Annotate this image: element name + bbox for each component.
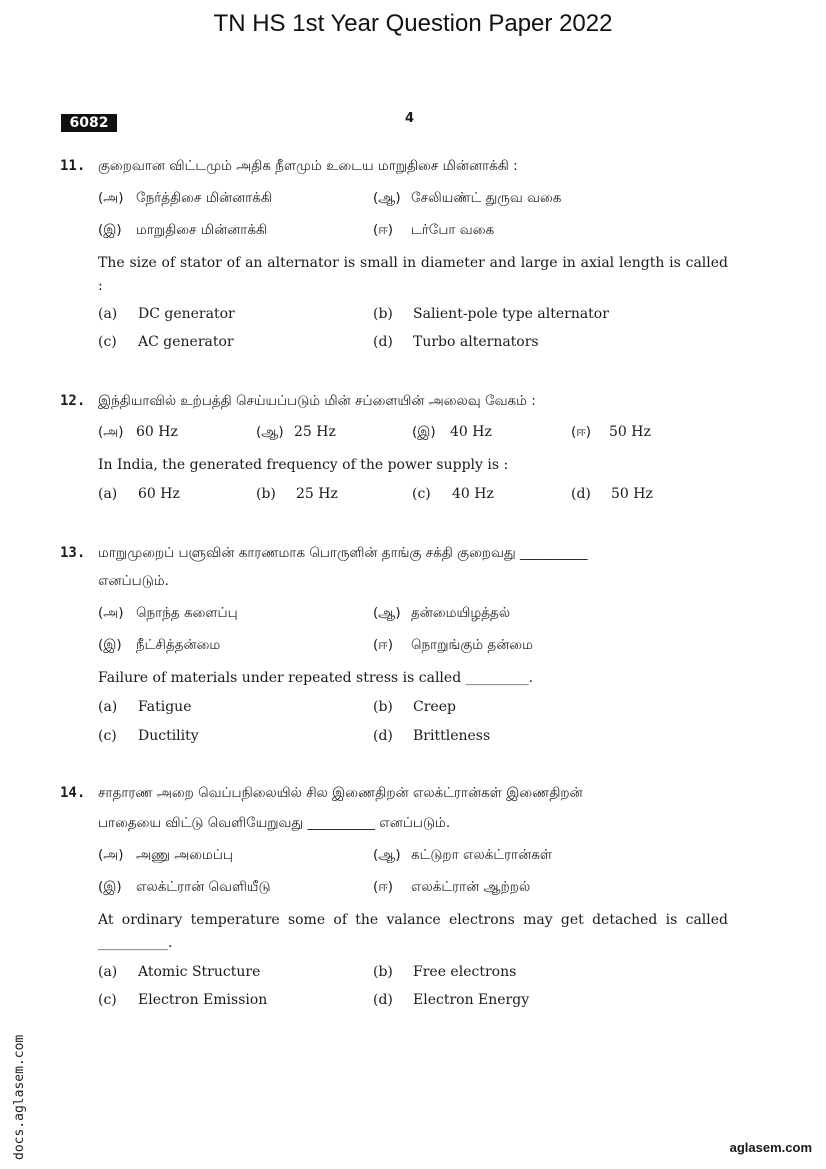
question-text-tamil: குறைவான விட்டமும் அதிக நீளமும் உடைய மாறுதிசை மின்னாக்கி : <box>98 158 518 174</box>
page-number: 4 <box>405 111 415 126</box>
footer-watermark: aglasem.com <box>729 1140 812 1155</box>
question-text-english: The size of stator of an alternator is small in diameter and large in axial length is called : <box>98 255 728 294</box>
question-number: 12. <box>60 393 86 409</box>
question-text-tamil: இந்தியாவில் உற்பத்தி செய்யப்படும் மின் சப்ளையின் அலைவு வேகம் : <box>98 393 536 409</box>
question-text-tamil: பாதையை விட்டு வெளியேறுவது __________ எனப்படும். <box>98 815 451 831</box>
option-tamil: (ஈ) 50 Hz <box>571 424 651 440</box>
option-english: (a) 60 Hz <box>98 486 180 502</box>
option-tamil: (இ) மாறுதிசை மின்னாக்கி <box>98 222 268 238</box>
option-tamil: (ஆ) தன்மையிழத்தல் <box>373 605 511 621</box>
option-english: (b) Creep <box>373 699 456 715</box>
option-english: (d) Electron Energy <box>373 992 530 1008</box>
option-english: (d) Brittleness <box>373 728 491 744</box>
question-text-tamil: சாதாரண அறை வெப்பநிலையில் சில இணைதிறன் எலக்ட்ரான்கள் இணைதிறன் <box>98 785 583 801</box>
option-english: (b) 25 Hz <box>256 486 338 502</box>
option-tamil: (இ) நீட்சித்தன்மை <box>98 637 221 653</box>
option-english: (d) Turbo alternators <box>373 334 539 350</box>
question-number: 14. <box>60 785 86 801</box>
option-tamil: (இ) எலக்ட்ரான் வெளியீடு <box>98 879 271 895</box>
option-tamil: (ஈ) நொறுங்கும் தன்மை <box>373 637 533 653</box>
question-text-english: Failure of materials under repeated stress is called _________. <box>98 670 534 686</box>
question-text-english: At ordinary temperature some of the valance electrons may get detached is called __________. <box>98 912 728 951</box>
option-tamil: (இ) 40 Hz <box>412 424 492 440</box>
option-english: (a) Atomic Structure <box>98 964 261 980</box>
option-tamil: (அ) அணு அமைப்பு <box>98 847 233 863</box>
option-english: (c) AC generator <box>98 334 234 350</box>
option-tamil: (ஆ) 25 Hz <box>256 424 336 440</box>
paper-code-badge: 6082 <box>61 114 117 132</box>
option-tamil: (ஈ) டர்போ வகை <box>373 222 495 238</box>
option-english: (a) Fatigue <box>98 699 192 715</box>
option-tamil: (அ) நேர்த்திசை மின்னாக்கி <box>98 190 272 206</box>
option-tamil: (அ) நொந்த களைப்பு <box>98 605 238 621</box>
option-english: (c) Electron Emission <box>98 992 268 1008</box>
option-english: (c) Ductility <box>98 728 199 744</box>
option-english: (d) 50 Hz <box>571 486 653 502</box>
option-tamil: (ஈ) எலக்ட்ரான் ஆற்றல் <box>373 879 531 895</box>
option-english: (c) 40 Hz <box>412 486 494 502</box>
option-tamil: (அ) 60 Hz <box>98 424 178 440</box>
option-tamil: (ஆ) சேலியண்ட் துருவ வகை <box>373 190 562 206</box>
question-text-tamil: மாறுமுறைப் பளுவின் காரணமாக பொருளின் தாங்கு சக்தி குறைவது __________ <box>98 545 588 561</box>
question-text-tamil: எனப்படும். <box>98 573 169 589</box>
option-tamil: (ஆ) கட்டுறா எலக்ட்ரான்கள் <box>373 847 553 863</box>
page-title: TN HS 1st Year Question Paper 2022 <box>213 10 613 37</box>
option-english: (b) Free electrons <box>373 964 517 980</box>
question-number: 11. <box>60 158 86 174</box>
question-text-english: In India, the generated frequency of the power supply is : <box>98 457 509 473</box>
question-number: 13. <box>60 545 86 561</box>
side-watermark: docs.aglasem.com <box>12 1034 27 1160</box>
option-english: (b) Salient-pole type alternator <box>373 306 609 322</box>
option-english: (a) DC generator <box>98 306 235 322</box>
